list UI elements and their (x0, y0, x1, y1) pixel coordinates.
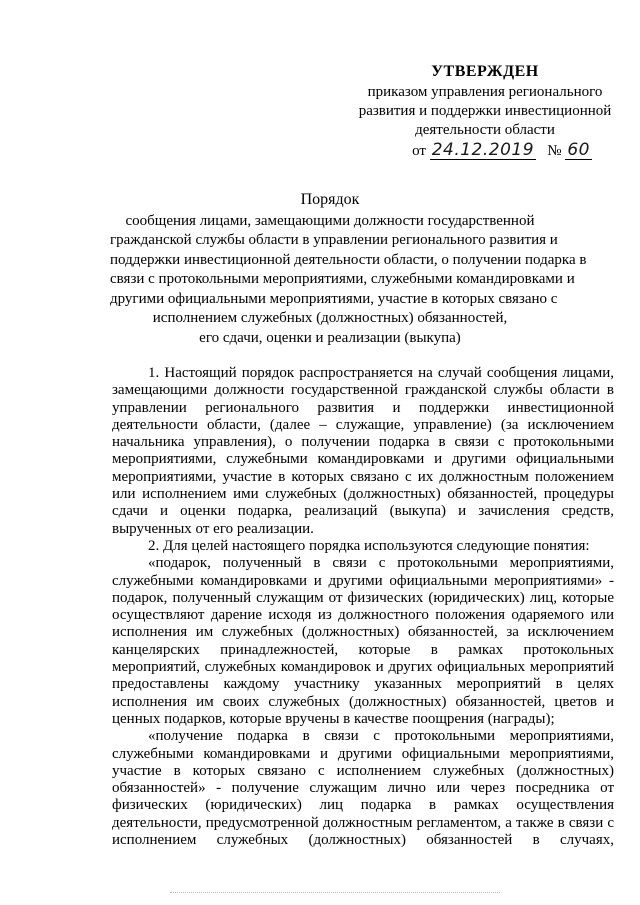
number-prefix: № (547, 143, 562, 159)
heading-line: связи с протокольными мероприятиями, служебными командировками и (110, 271, 575, 287)
heading-line: его сдачи, оценки и реализации (выкупа) (199, 329, 461, 346)
body-line: осуществляют дарение исходя из должностного положения одаряемого или (112, 607, 614, 624)
heading-line: другими официальными мероприятиями, участие в которых связано с (110, 290, 558, 307)
heading-line: поддержки инвестиционной деятельности области, о получении подарка в (110, 251, 587, 268)
heading-line: сообщения лицами, замещающими должности государственной (125, 212, 535, 229)
approval-line: деятельности области (415, 122, 555, 138)
body-line: обязанностей» - получение служащим лично или через посредника от (112, 780, 614, 797)
date-prefix: от (412, 143, 426, 159)
body-line: канцелярских принадлежностей, которые в рамках протокольных (112, 641, 614, 658)
body-line: предоставлены каждому участнику указанных мероприятий в целях (112, 676, 614, 693)
body-line: сдачи и оценки подарка, реализаций (выкупа) и зачисления средств, (112, 503, 614, 520)
body-line: замещающими должности государственной гражданской службы области в (112, 382, 614, 399)
approval-block (350, 62, 620, 161)
body-line: мероприятиями, участие в которых связано с их должностным положением (112, 468, 614, 485)
body-line: начальника управления), о получении подарка в связи с протокольными (112, 434, 614, 451)
body-line: исполнения им своих служебных (должностных) обязанностей, цветов и (112, 693, 614, 710)
body-line: ценных подарков, которые вручены в качестве поощрения (награды); (112, 710, 555, 727)
number-value: 60 (567, 140, 590, 160)
heading-line: гражданской службы области в управлении регионального развития и (110, 232, 558, 248)
body-line: управлении регионального развития и поддержки инвестиционной (112, 399, 614, 416)
body-line: вырученных от его реализации. (112, 520, 314, 537)
body-line: служебными командировками и другими официальными мероприятиями, (112, 745, 614, 762)
approval-title: УТВЕРЖДЕН (431, 63, 539, 80)
body-line: служебными командировками и другими официальными мероприятиями» - (112, 572, 614, 589)
page-bottom-edge (170, 890, 500, 893)
heading-line: исполнением служебных (должностных) обязанностей, (152, 310, 508, 326)
body-line: или исполнением ими служебных (должностных) обязанностей, процедуры (112, 486, 614, 503)
body-line: исполнения им служебных (должностных) обязанностей, за исключением (112, 624, 614, 641)
document-body (112, 365, 614, 849)
body-line: участие в которых связано с исполнением служебных (должностных) (112, 762, 614, 779)
body-line: «подарок, полученный в связи с протокольными мероприятиями, (148, 555, 614, 572)
approval-date-line (350, 142, 620, 161)
approval-line: развития и поддержки инвестиционной (358, 103, 612, 119)
document-heading (110, 190, 587, 348)
body-line: деятельности, предусмотренной должностным регламентом, а также в связи с (112, 814, 614, 831)
body-line: 2. Для целей настоящего порядка используются следующие понятия: (148, 537, 590, 554)
body-line: физических (юридических) лиц подарка в рамках осуществления (112, 797, 614, 814)
date-value: 24.12.2019 (431, 140, 535, 160)
body-line: мероприятий, служебных командировок и других официальных мероприятий (112, 659, 614, 676)
body-line: «получение подарка в связи с протокольными мероприятиями, (148, 728, 614, 745)
document-title: Порядок (300, 191, 360, 208)
approval-line: приказом управления регионального (367, 84, 603, 100)
body-line: деятельности области, (далее – служащие, управление) (за исключением (112, 416, 614, 433)
body-line: подарок, полученный служащим от физических (юридических) лиц, которые (112, 589, 614, 606)
body-line: исполнением служебных (должностных) обязанностей в случаях, (112, 832, 614, 849)
body-line: 1. Настоящий порядок распространяется на случай сообщения лицами, (148, 365, 614, 381)
body-line: мероприятиями, служебными командировками и другими официальными (112, 451, 614, 468)
